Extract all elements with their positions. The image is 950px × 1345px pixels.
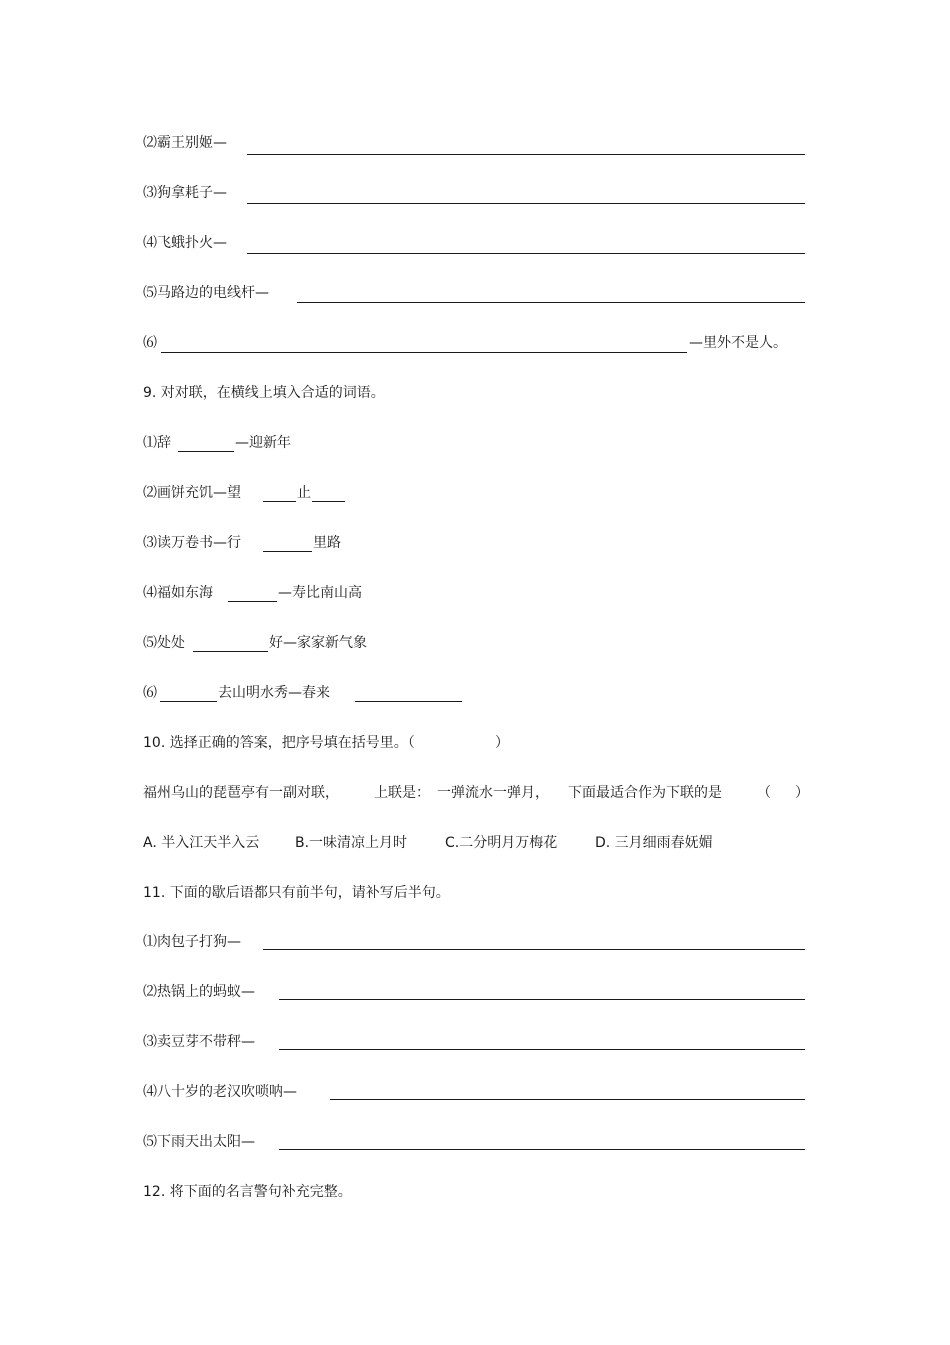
- q9-item-5-label: ⑸处处: [143, 635, 185, 651]
- q9-item-6-blank-a[interactable]: [160, 701, 217, 702]
- q8-item-6-label: ⑹: [143, 335, 157, 351]
- q11-item-5-blank[interactable]: [279, 1149, 805, 1150]
- q10-option-c: C.二分明月万梅花: [445, 835, 558, 851]
- q10-stem-b: 上联是：: [374, 785, 430, 801]
- q9-item-6-label: ⑹: [143, 685, 157, 701]
- q11-item-2-blank[interactable]: [279, 999, 805, 1000]
- q10-option-a: A. 半入江天半入云: [143, 835, 260, 851]
- q8-item-3: [143, 183, 227, 203]
- q10-answer-paren-close: ）: [795, 785, 809, 801]
- q10-title: 10. 选择正确的答案，把序号填在括号里。（: [143, 735, 415, 751]
- q8-item-4: [143, 233, 227, 253]
- q11-title: 11. 下面的歇后语都只有前半句，请补写后半句。: [143, 885, 450, 901]
- q8-item-4-label: ⑷飞蛾扑火—: [143, 235, 227, 251]
- q11-item-1-label: ⑴肉包子打狗—: [143, 934, 241, 950]
- q8-item-2-blank[interactable]: [247, 154, 805, 155]
- q9-item-2-label: ⑵画饼充饥—望: [143, 485, 241, 501]
- q9-item-4-blank[interactable]: [228, 601, 277, 602]
- q9-item-1-tail: —迎新年: [235, 435, 291, 451]
- q9-item-6-blank-b[interactable]: [355, 701, 462, 702]
- q10-answer-paren-open[interactable]: （: [757, 785, 771, 801]
- q12-title: 12. 将下面的名言警句补充完整。: [143, 1184, 352, 1200]
- q9-item-1-label: ⑴辞: [143, 435, 171, 451]
- q9-item-5-tail: 好—家家新气象: [269, 635, 367, 651]
- q9-title: 9. 对对联，在横线上填入合适的词语。: [143, 385, 385, 401]
- q9-item-4-label: ⑷福如东海: [143, 585, 213, 601]
- q9-item-3-label: ⑶读万卷书—行: [143, 535, 241, 551]
- q9-item-4-tail: —寿比南山高: [278, 585, 362, 601]
- q11-item-4-label: ⑷八十岁的老汉吹唢呐—: [143, 1084, 297, 1100]
- q11-item-1-blank[interactable]: [263, 949, 805, 950]
- q8-item-5-label: ⑸马路边的电线杆—: [143, 285, 269, 301]
- q10-stem-c: 一弹流水一弹月，: [437, 785, 549, 801]
- q9-item-2-blank-b[interactable]: [312, 501, 345, 502]
- q11-item-5-label: ⑸下雨天出太阳—: [143, 1134, 255, 1150]
- q9-item-2-blank-a[interactable]: [263, 501, 296, 502]
- q8-item-6-suffix: —里外不是人。: [689, 335, 787, 351]
- q8-item-3-blank[interactable]: [247, 203, 805, 204]
- q11-item-4-blank[interactable]: [330, 1099, 805, 1100]
- q8-item-5-blank[interactable]: [297, 302, 805, 303]
- q11-item-3-blank[interactable]: [279, 1049, 805, 1050]
- q8-item-6-blank[interactable]: [161, 352, 687, 353]
- q10-option-b: B.一味清凉上月时: [295, 835, 408, 851]
- q9-item-1-blank[interactable]: [178, 451, 234, 452]
- q9-item-2-mid: 止: [297, 485, 311, 501]
- q10-stem-d: 下面最适合作为下联的是: [568, 785, 722, 801]
- q8-item-3-label: ⑶狗拿耗子—: [143, 185, 227, 201]
- q8-item-2: [143, 133, 227, 153]
- q11-item-3-label: ⑶卖豆芽不带秤—: [143, 1034, 255, 1050]
- q9-item-5-blank[interactable]: [193, 651, 268, 652]
- q9-item-3-blank[interactable]: [263, 551, 312, 552]
- q11-item-2-label: ⑵热锅上的蚂蚁—: [143, 984, 255, 1000]
- q8-item-4-blank[interactable]: [247, 253, 805, 254]
- q9-item-3-tail: 里路: [313, 535, 341, 551]
- q8-item-6: [143, 333, 157, 353]
- q8-item-2-label: ⑵霸王别姬—: [143, 135, 227, 151]
- q8-item-5: [143, 283, 269, 303]
- q10-option-d: D. 三月细雨春妩媚: [595, 835, 713, 851]
- q10-title-paren-close: ）: [495, 735, 509, 751]
- q10-stem-a: 福州乌山的琵琶亭有一副对联，: [143, 785, 339, 801]
- q9-item-6-tail: 去山明水秀—春来: [218, 685, 330, 701]
